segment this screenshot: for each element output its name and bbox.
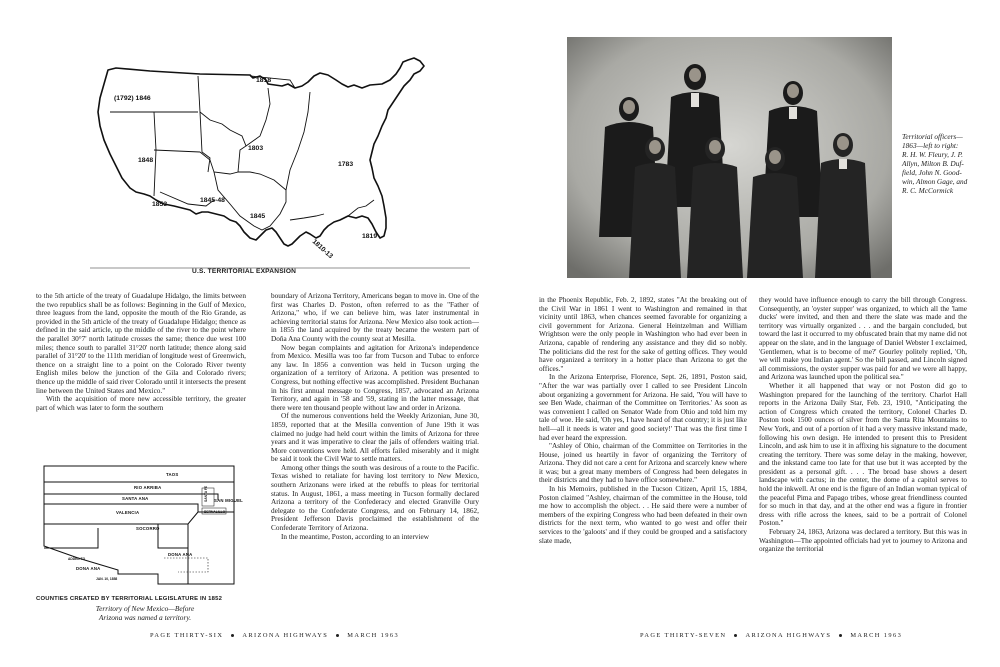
col1-para-2: With the acquisition of more new accessible territory, the greater part of which was later to form the southern [36, 395, 246, 412]
label-1848: 1848 [138, 157, 154, 164]
nm-map-caption [60, 605, 230, 623]
nm-county-san-miguel: SAN MIGUEL [214, 498, 243, 503]
label-1818: 1818 [256, 77, 272, 84]
footer-right [640, 632, 902, 639]
photo-caption [902, 132, 982, 195]
footer-left-page: PAGE THIRTY-SIX [150, 632, 224, 639]
col1-para-1: to the 5th article of the treaty of Guadalupe Hidalgo, the limits between the two republics shall be as follows: Beginning in the Gulf of Mexico, three leagues from the land, opposite the mouth of the Rio Grande, as provided in the 5th article of the treaty of Guadalupe Hidalgo; thence as defined in the said article, up the middle of the river to the point where the parallel 30°7' north latitude crosses the same; thence due west 100 miles; thence south to parallel 31°20' north latitude; thence along said parallel of 31°20' to the 111th meridian of longitude west of Greenwich, thence on a straight line to a point on the Colorado River twenty English miles below the junction of the Gila and Colorado rivers; thence up the middle of said river Colorado until it intersects the present line between the United States and Mexico." [36, 292, 246, 395]
boundary-1803-east [246, 88, 270, 146]
label-1792-1846: (1792) 1846 [114, 95, 151, 102]
col3-para-1: in the Phoenix Republic, Feb. 2, 1892, states "At the breaking out of the Civil War in 1861 I went to Washington and remained in that vicinity until 1863, when chances seemed favorable for organizing a civil government for Arizona. General Heintzelman and William Wrightson were the only people in Washington who had ever been in Arizona, capable of rendering any assistance and they did so nobly. The politicians did the rest for the sake of getting offices. They would have organized a territory in a hotter place than Arizona to get the offices." [539, 296, 747, 373]
col3-para-4: In his Memoirs, published in the Tucson Citizen, April 15, 1884, Poston claimed "Ashley, chairman of the committee in the House, told me how to accomplish the object. . . He said there were a number of members of the expiring Congress who had been defeated in their own districts for the next term, who wanted to go west and offer their services to the 'galoots' and if they could be grouped and a satisfactory slate made, [539, 485, 747, 545]
column-3 [539, 296, 747, 624]
boundary-1810-13 [290, 214, 324, 220]
col4-para-2: Whether it all happened that way or not Poston did go to Washington prepared for the launching of the territory. Charlot Hall reports in the Arizona Daily Star, Feb. 23, 1910, "Anticipating the action of Congress which created the territory, Colonel Charles D. Poston took 1500 ounces of silver from the Santa Rita Mountains to New York, and out of a portion of it had a very massive inkstand made, following his own design. He intended to present this to President Lincoln, and ask him to use it in affixing his signature to the document creating the territory. There was some delay in the making, however, and the inkstand came too late for that use but it was accepted by the president as a personal gift. . . . The broad base shows a desert landscape with cactus; in the center, the dome of a capitol serves to hold the inkwell. At one end is the figure of an Indian woman typical of the peaceful Pima and Papago tribes, whose great friendliness counted for so much in that day, and at the other end was a figure in frontier dress with rifle across the knees, said to be a portrait of Colonel Poston." [759, 381, 967, 528]
label-1845: 1845 [250, 213, 266, 220]
boundary-1803-west [198, 76, 210, 172]
col2-para-3: Of the numerous conventions held the Weekly Arizonian, June 30, 1859, reported that at the Mesilla convention of June 19th it was claimed no judge had held court within the limits of Arizona for three years and it was imperative to clear the jails of offenders waiting trial. More conventions were held. All efforts failed miserably and it might be said it took the Civil War to settle matters. [271, 412, 479, 464]
col4-para-3: February 24, 1863, Arizona was declared a territory. But this was in Washington—The appointed officials had yet to journey to Arizona and organize the territorial [759, 528, 967, 554]
label-1819: 1819 [362, 233, 378, 240]
us-map-title: U.S. TERRITORIAL EXPANSION [192, 268, 297, 275]
nm-outline [44, 466, 234, 584]
nm-added-to: ADDED TO [68, 557, 86, 561]
col2-para-4: Among other things the south was desirous of a route to the Pacific. Texas wished to retaliate for having lost territory to New Mexico, southern Arizonans were irked at the rebuffs to pleas for territorial status. In August, 1861, a mass meeting in Tucson formally declared Arizona a territory of the Confederacy and elected Granville Oury delegate to the Confederate Congress, and on February 14, 1862, President Jefferson Davis proclaimed the establishment of the Confederate Territory of Arizona. [271, 463, 479, 533]
column-1 [36, 292, 246, 442]
label-1810-13: 1810-13 [310, 238, 334, 261]
footer-right-magazine: ARIZONA HIGHWAYS [745, 632, 832, 639]
footer-left-date: MARCH 1963 [347, 632, 400, 639]
bullet-icon [839, 634, 842, 637]
boundary-1783-west [286, 92, 310, 190]
photo-caption-line-1: Territorial officers— [902, 132, 963, 141]
photo-caption-line-3: R. H. W. Fleury, J. P. [902, 150, 964, 159]
us-map-svg [90, 40, 480, 280]
photo-svg [567, 37, 892, 278]
boundary-1845-48 [200, 112, 246, 174]
boundary-west-1848 [154, 112, 156, 196]
label-1783: 1783 [338, 161, 354, 168]
col3-para-3: "Ashley of Ohio, chairman of the Committee on Territories in the House, joined us heartily in favor of organizing the Territory of Arizona. They did not care a cent for Arizona and scarcely knew where it was; but a great many members of Congress had been delegates in their districts and they had to have office somewhere." [539, 442, 747, 485]
col2-para-5: In the meantime, Poston, according to an interview [281, 532, 429, 541]
nm-county-map [38, 452, 250, 590]
col4-para-1: they would have influence enough to carry the bill through Congress. Consequently, an 'oyster supper' was organized, to which all the 'lame ducks' were invited, and then and there the slate was made and the territory was virtually organized . . . and the bargain concluded, but toward the last it occurred to my obfuscated brain that my name did not appear on the slate, and in the language of Daniel Webster I exclaimed, 'Gentlemen, what is to become of me?' Gourley politely replied, 'Oh, we will make you Indian agent.' So the bill passed, and Lincoln signed all commissions, the oyster supper was paid for and we were all happy, and Arizona was launched upon the political sea." [759, 296, 967, 382]
nm-county-socorro: SOCORRO [136, 526, 160, 531]
photo-caption-line-2: 1863—left to right: [902, 141, 959, 150]
footer-right-date: MARCH 1963 [850, 632, 903, 639]
nm-county-santa-fe: SANTA FE [204, 485, 208, 502]
col2-para-1: boundary of Arizona Territory, Americans began to move in. One of the first was Charles D. Poston, often referred to as the "Father of Arizona," who, if we can believe him, was later instrumental in achieving territorial status for Arizona. New Mexico also took action—in 1855 the land acquired by the treaty became the western part of Doña Ana County with the county seat at Mesilla. [271, 292, 479, 343]
boundary-1848-south [154, 150, 200, 152]
label-1853: 1853 [152, 201, 168, 208]
nm-county-dona-ana-east: DONA ANA [168, 552, 193, 557]
nm-county-taos: TAOS [166, 472, 179, 477]
photo-caption-line-7: R. C. McCormick [902, 186, 954, 195]
photo-caption-line-4: Allyn, Milton B. Duf- [902, 159, 964, 168]
nm-map-title: COUNTIES CREATED BY TERRITORIAL LEGISLATURE IN 1852 [36, 596, 223, 602]
footer-right-page: PAGE THIRTY-SEVEN [640, 632, 727, 639]
footer-left-magazine: ARIZONA HIGHWAYS [242, 632, 329, 639]
photo-caption-line-5: field, John N. Good- [902, 168, 962, 177]
nm-county-dona-ana-west: DONA ANA [76, 566, 101, 571]
bullet-icon [734, 634, 737, 637]
nm-caption-line-2: Arizona was named a territory. [98, 612, 192, 622]
nm-county-bernalillo: BERNALILLO [204, 510, 226, 514]
label-1803: 1803 [248, 145, 264, 152]
nm-county-santa-ana: SANTA ANA [122, 496, 149, 501]
label-1845-48: 1845-48 [200, 197, 225, 204]
nm-dashed-line [164, 558, 208, 572]
bullet-icon [231, 634, 234, 637]
nm-county-valencia: VALENCIA [116, 510, 140, 515]
column-4 [759, 296, 967, 624]
nm-county-rio-arriba: RIO ARRIBA [134, 485, 162, 490]
territorial-officers-photo [567, 37, 892, 278]
photo-caption-line-6: win, Almon Gage, and [902, 177, 968, 186]
boundary-1819 [348, 200, 374, 216]
nm-caption-line-1: Territory of New Mexico—Before [95, 604, 195, 613]
col3-para-2: In the Arizona Enterprise, Florence, Sept. 26, 1891, Poston said, "After the war was partially over I called to see President Lincoln about organizing a government for Arizona. He said, 'You will have to see Ben Wade, chairman of the Committee on Territories.' As soon as was convenient I called on Senator Wade from Ohio and told him my tale of woe. He said, 'Oh yes, I have heard of that country; it is just like hell—all it needs is water and good society!' That was the first time I had ever heard the expression. [539, 373, 747, 442]
col2-para-2: Now began complaints and agitation for Arizona's independence from Mexico. Mesilla was too far from Tucson and Tubac to enforce any law. In 1856 a convention was held in Tucson urging the organization of a territory of Arizona. A petition was presented to Congress, but nothing effective was accomplished. President Buchanan in his first annual message to Congress, 1857, advocated an Arizona Territory, and again in '58 and '59, stating in the latter message, that there were ten thousand people without law and order in Arizona. [271, 343, 479, 412]
nm-date: JAN. 10, 1858 [96, 577, 118, 581]
footer-left [150, 632, 399, 639]
nm-map-svg [38, 452, 250, 590]
us-territorial-map [90, 40, 480, 280]
bullet-icon [336, 634, 339, 637]
column-2 [271, 292, 479, 624]
